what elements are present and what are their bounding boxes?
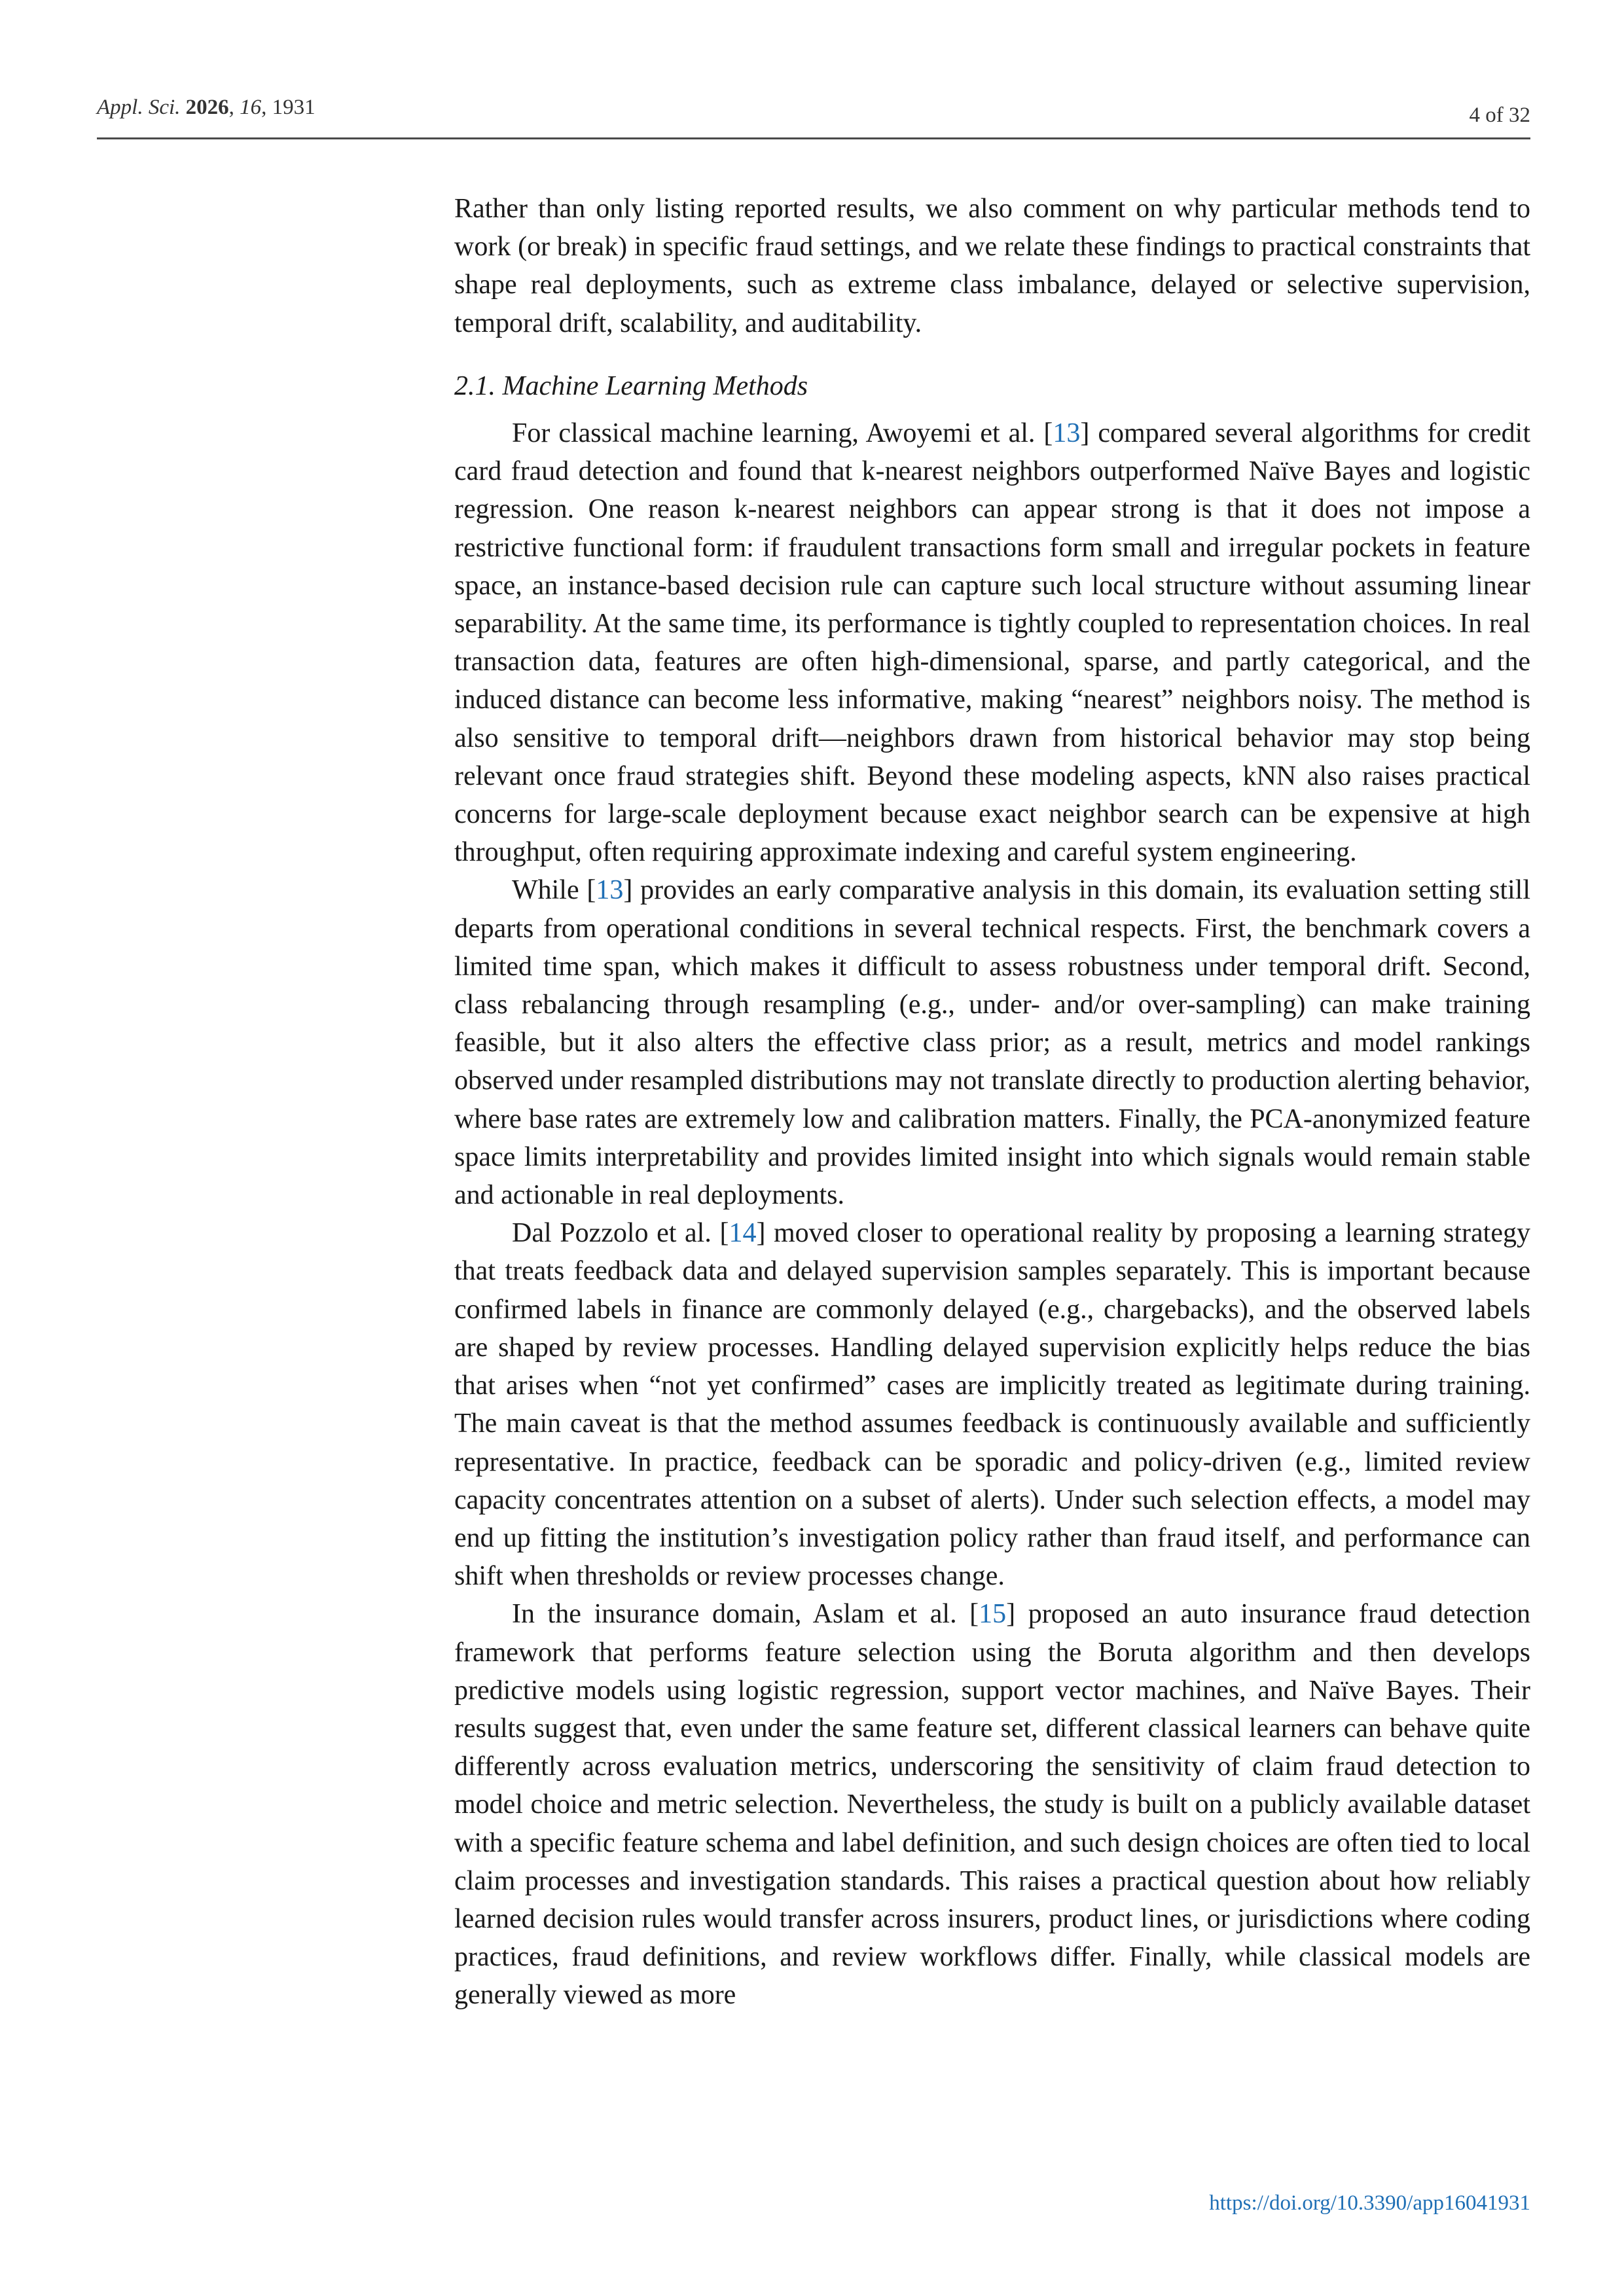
- journal-citation: Appl. Sci. 2026, 16, 1931: [97, 96, 316, 119]
- paragraph-text: ] proposed an auto insurance fraud detection framework that performs feature selection using the Boruta algorithm and then develops predictive models using logistic regression, support vector machines, and Naïve Bayes. Their results suggest that, even under the same feature set, different classical learners can behave quite differently across evaluation metrics, underscoring the sensitivity of claim fraud detection to model choice and metric selection. Nevertheless, the study is built on a publicly available dataset with a specific feature schema and label definition, and such design choices are often tied to local claim processes and investigation standards. This raises a practical question about how reliably learned decision rules would transfer across insurers, product lines, or jurisdictions where coding practices, fraud definitions, and review workflows differ. Finally, while classical models are generally viewed as more: [454, 1599, 1530, 2011]
- citation-link[interactable]: 15: [979, 1599, 1007, 1630]
- doi-link[interactable]: https://doi.org/10.3390/app16041931: [1209, 2191, 1530, 2215]
- paragraph-awoyemi: [454, 414, 1530, 871]
- journal-name: Appl. Sci.: [97, 96, 181, 119]
- paragraph-text: While [: [512, 875, 596, 906]
- paragraph-text: ] compared several algorithms for credit card fraud detection and found that k-nearest neighbors outperformed Naïve Bayes and logistic regression. One reason k-nearest neighbors can appear strong is that it does not impose a restrictive functional form: if fraudulent transactions form small and irregular pockets in feature space, an instance-based decision rule can capture such local structure without assuming linear separability. At the same time, its performance is tightly coupled to representation choices. In real transaction data, features are often high-dimensional, sparse, and partly categorical, and the induced distance can become less informative, making “nearest” neighbors noisy. The method is also sensitive to temporal drift—neighbors drawn from historical behavior may stop being relevant once fraud strategies shift. Beyond these modeling aspects, kNN also raises practical concerns for large-scale deployment because exact neighbor search can be expensive at high throughput, often requiring approximate indexing and careful system engineering.: [454, 418, 1530, 868]
- page-number: 4 of 32: [1469, 103, 1530, 127]
- journal-volume: 16: [240, 96, 262, 119]
- intro-paragraph: Rather than only listing reported results, we also comment on why particular methods tend to work (or break) in specific fraud settings, and we relate these findings to practical constraints that shape real deployments, such as extreme class imbalance, delayed or selective supervision, temporal drift, scalability, and auditability.: [454, 194, 1530, 338]
- paragraph-dal-pozzolo: [454, 1214, 1530, 1595]
- paragraph-evaluation: [454, 871, 1530, 1214]
- paragraph-text: ] moved closer to operational reality by proposing a learning strategy that treats feedback data and delayed supervision samples separately. This is important because confirmed labels in finance are commonly delayed (e.g., chargebacks), and the observed labels are shaped by review processes. Handling delayed supervision explicitly helps reduce the bias that arises when “not yet confirmed” cases are implicitly treated as legitimate during training. The main caveat is that the method assumes feedback is continuously available and sufficiently representative. In practice, feedback can be sporadic and policy-driven (e.g., limited review capacity concentrates attention on a subset of alerts). Under such selection effects, a model may end up fitting the institution’s investigation policy rather than fraud itself, and performance can shift when thresholds or review processes change.: [454, 1218, 1530, 1592]
- section-heading: 2.1. Machine Learning Methods: [454, 370, 808, 401]
- paragraph-text: In the insurance domain, Aslam et al. [: [512, 1599, 979, 1630]
- citation-link[interactable]: 14: [729, 1218, 757, 1249]
- page-header: [97, 92, 1530, 139]
- article-body: [454, 190, 1530, 2015]
- citation-link[interactable]: 13: [1053, 418, 1081, 449]
- article-number: 1931: [272, 96, 316, 119]
- paragraph-aslam: [454, 1595, 1530, 2014]
- paragraph-text: ] provides an early comparative analysis in this domain, its evaluation setting still departs from operational conditions in several technical respects. First, the benchmark covers a limited time span, which makes it difficult to assess robustness under temporal drift. Second, class rebalancing through resampling (e.g., under- and/or over-sampling) can make training feasible, but it also alters the effective class prior; as a result, metrics and model rankings observed under resampled distributions may not translate directly to production alerting behavior, where base rates are extremely low and calibration matters. Finally, the PCA-anonymized feature space limits interpretability and provides limited insight into which signals would remain stable and actionable in real deployments.: [454, 875, 1530, 1211]
- journal-year: 2026: [185, 96, 229, 119]
- paragraph-text: For classical machine learning, Awoyemi et al. [: [512, 418, 1053, 449]
- citation-link[interactable]: 13: [596, 875, 624, 906]
- paragraph-text: Dal Pozzolo et al. [: [512, 1218, 729, 1249]
